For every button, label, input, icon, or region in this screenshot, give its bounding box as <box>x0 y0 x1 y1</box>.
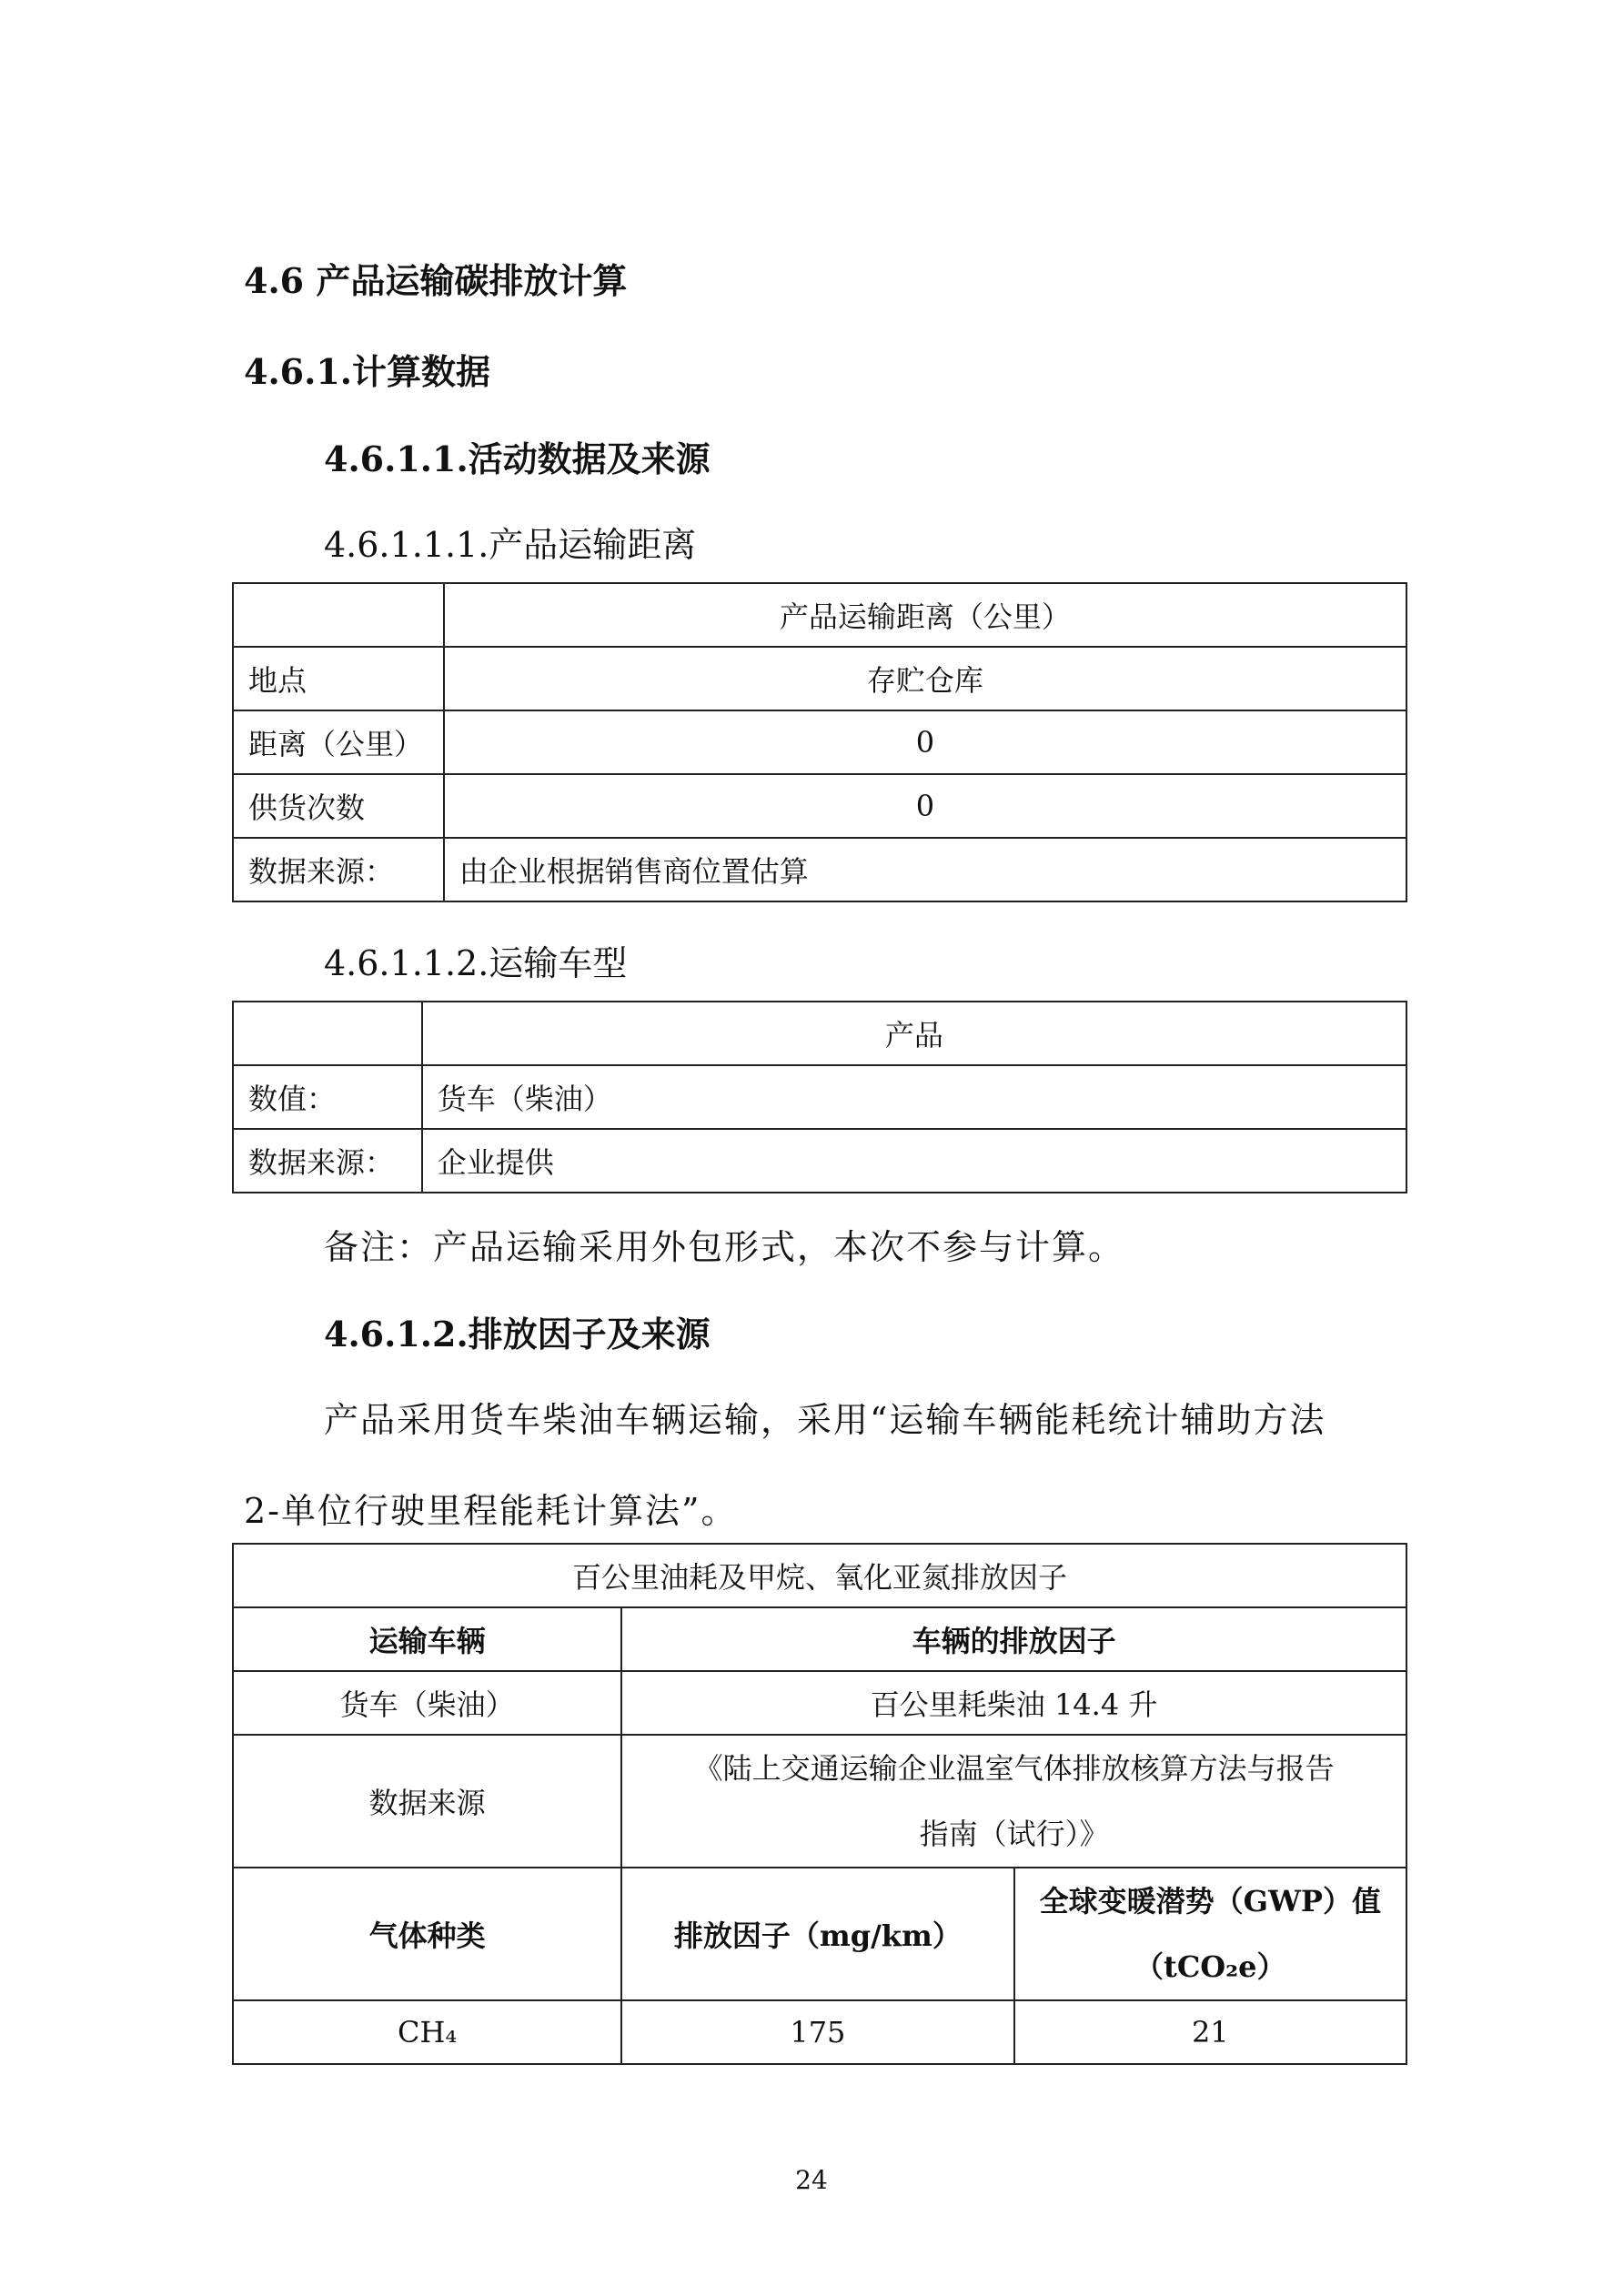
table-header-cell <box>1014 1868 1406 2000</box>
table-cell: 存贮仓库 <box>444 647 1406 710</box>
table-cell: CH₄ <box>233 2000 621 2064</box>
table-cell <box>621 1735 1406 1868</box>
heading-4-6-1: 4.6.1.计算数据 <box>244 351 491 392</box>
table-cell <box>233 1002 422 1065</box>
table-cell: 数据来源 <box>233 1735 621 1868</box>
heading-4-6-1-1-1: 4.6.1.1.1.产品运输距离 <box>324 525 697 565</box>
heading-4-6: 4.6 产品运输碳排放计算 <box>244 260 628 301</box>
emission-factor-table <box>232 1543 1407 2065</box>
table-header-cell: 排放因子（mg/km） <box>621 1868 1013 2000</box>
table-cell: 供货次数 <box>233 774 444 838</box>
table-row <box>233 1129 1406 1193</box>
table-header-cell: 产品 <box>422 1002 1406 1065</box>
table-row <box>233 838 1406 901</box>
table-row <box>233 1671 1406 1735</box>
table-row <box>233 1002 1406 1065</box>
table-row <box>233 710 1406 774</box>
table-title-cell: 百公里油耗及甲烷、氧化亚氮排放因子 <box>233 1544 1406 1607</box>
heading-4-6-1-2: 4.6.1.2.排放因子及来源 <box>324 1314 711 1354</box>
table-header-cell: 运输车辆 <box>233 1607 621 1671</box>
table-cell: 货车（柴油） <box>233 1671 621 1735</box>
table-row <box>233 647 1406 710</box>
table-cell: 企业提供 <box>422 1129 1406 1193</box>
table-cell: 数值： <box>233 1065 422 1129</box>
table-row <box>233 1868 1406 2000</box>
transport-distance-table <box>232 582 1407 902</box>
table-cell: 0 <box>444 774 1406 838</box>
vehicle-type-table <box>232 1001 1407 1193</box>
heading-4-6-1-1: 4.6.1.1.活动数据及来源 <box>324 438 711 479</box>
table-cell: 距离（公里） <box>233 710 444 774</box>
source-line-1: 《陆上交通运输企业温室气体排放核算方法与报告 <box>693 1751 1335 1786</box>
table-cell: 地点 <box>233 647 444 710</box>
source-line-2: 指南（试行）》 <box>919 1817 1109 1851</box>
table-cell <box>233 583 444 647</box>
table-cell: 0 <box>444 710 1406 774</box>
table-row <box>233 583 1406 647</box>
table-header-cell: 车辆的排放因子 <box>621 1607 1406 1671</box>
table-row <box>233 1544 1406 1607</box>
table-header-cell: 产品运输距离（公里） <box>444 583 1406 647</box>
page-number: 24 <box>795 2165 828 2195</box>
table-cell: 货车（柴油） <box>422 1065 1406 1129</box>
paragraph-line-2: 2-单位行驶里程能耗计算法”。 <box>244 1491 738 1531</box>
table-cell: 数据来源： <box>233 838 444 901</box>
table-row <box>233 2000 1406 2064</box>
gwp-header-line-2: （tCO₂e） <box>1134 1949 1286 1984</box>
heading-4-6-1-1-2: 4.6.1.1.2.运输车型 <box>324 943 628 983</box>
table-row <box>233 1735 1406 1868</box>
table-cell: 由企业根据销售商位置估算 <box>444 838 1406 901</box>
table-header-cell: 气体种类 <box>233 1868 621 2000</box>
note-text: 备注：产品运输采用外包形式，本次不参与计算。 <box>324 1227 1125 1267</box>
table-row <box>233 1065 1406 1129</box>
paragraph-line-1: 产品采用货车柴油车辆运输，采用“运输车辆能耗统计辅助方法 <box>324 1400 1326 1440</box>
gwp-header-line-1: 全球变暖潜势（GWP）值 <box>1039 1884 1381 1918</box>
table-cell: 百公里耗柴油 14.4 升 <box>621 1671 1406 1735</box>
table-cell: 数据来源： <box>233 1129 422 1193</box>
table-cell: 175 <box>621 2000 1013 2064</box>
table-cell: 21 <box>1014 2000 1406 2064</box>
table-row <box>233 774 1406 838</box>
table-row <box>233 1607 1406 1671</box>
